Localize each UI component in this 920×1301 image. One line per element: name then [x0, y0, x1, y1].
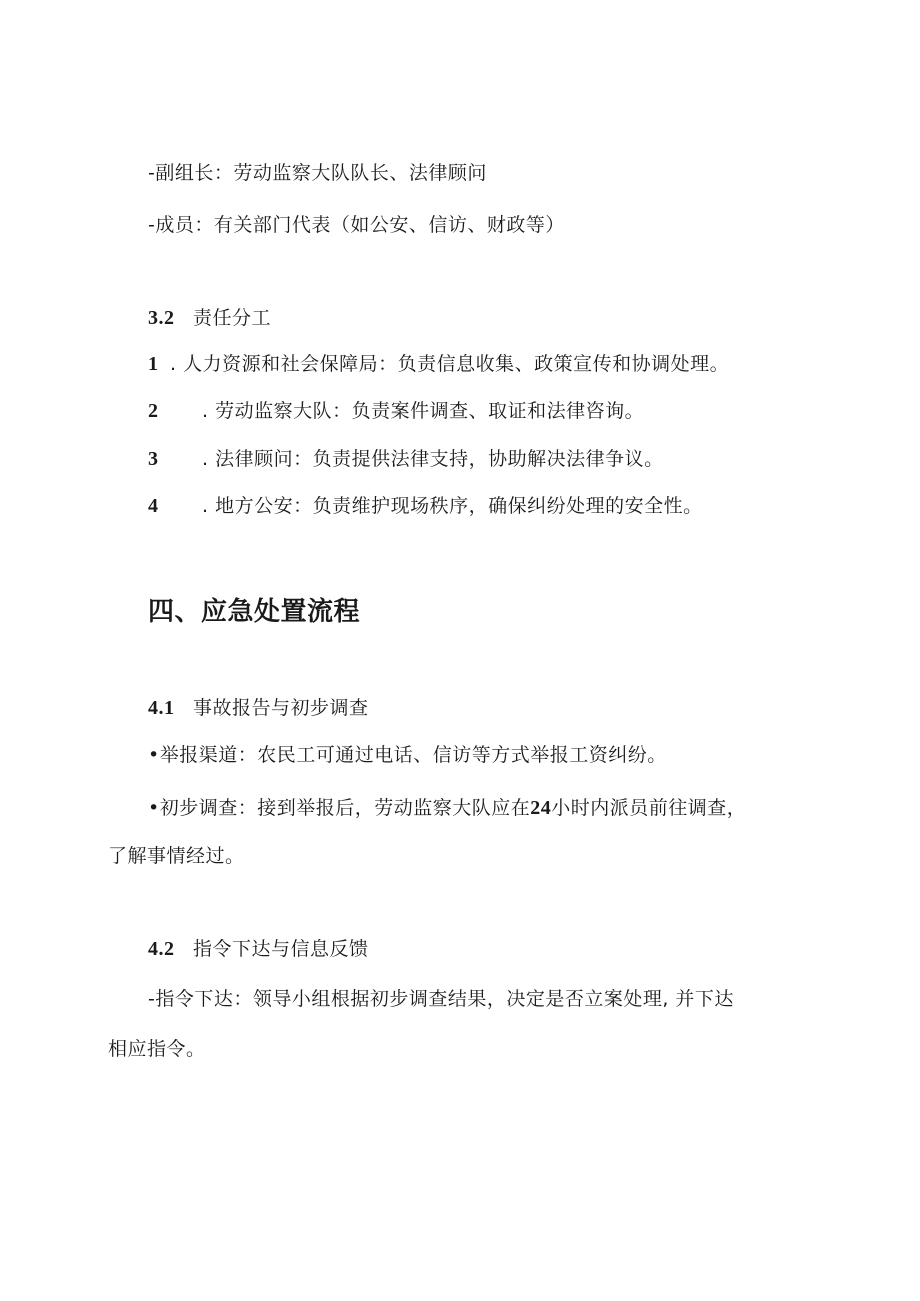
initial-investigation-continuation: 了解事情经过。	[108, 845, 245, 867]
section-4-heading: 四、应急处置流程	[148, 597, 361, 627]
list-item	[148, 493, 703, 519]
subsection-title: 责任分工	[193, 307, 272, 329]
list-item	[148, 446, 664, 472]
subsection-title: 指令下达与信息反馈	[193, 938, 369, 960]
list-item-number: 4	[148, 495, 159, 517]
subsection-4-1-heading	[148, 695, 369, 721]
list-item-number: 3	[148, 448, 159, 470]
subsection-number: 3.2	[148, 307, 175, 329]
initial-investigation-prefix: •初步调查：接到举报后，劳动监察大队应在	[148, 797, 531, 819]
subsection-number: 4.1	[148, 697, 175, 719]
subsection-number: 4.2	[148, 938, 175, 960]
subsection-title: 事故报告与初步调查	[193, 697, 369, 719]
deputy-leader-line: -副组长：劳动监察大队队长、法律顾问	[148, 162, 487, 184]
hours-value: 24	[530, 797, 552, 819]
list-item-text: . 劳动监察大队：负责案件调查、取证和法律咨询。	[202, 400, 645, 422]
initial-investigation-line	[148, 795, 746, 821]
members-line: -成员：有关部门代表（如公安、信访、财政等）	[148, 214, 565, 236]
list-item-text: . 地方公安：负责维护现场秩序，确保纠纷处理的安全性。	[202, 495, 703, 517]
list-item-number: 1	[148, 353, 159, 375]
instruction-line: -指令下达：领导小组根据初步调查结果，决定是否立案处理, 并下达	[148, 988, 734, 1010]
initial-investigation-suffix: 小时内派员前往调查，	[551, 797, 747, 819]
subsection-3-2-heading	[148, 305, 271, 331]
list-item	[148, 351, 729, 377]
instruction-continuation: 相应指令。	[108, 1038, 206, 1060]
subsection-4-2-heading	[148, 936, 369, 962]
list-item-text: . 人力资源和社会保障局：负责信息收集、政策宣传和协调处理。	[170, 353, 730, 375]
list-item	[148, 398, 644, 424]
list-item-text: . 法律顾问：负责提供法律支持，协助解决法律争议。	[202, 448, 664, 470]
list-item-number: 2	[148, 400, 159, 422]
report-channel-line: •举报渠道：农民工可通过电话、信访等方式举报工资纠纷。	[148, 744, 667, 766]
